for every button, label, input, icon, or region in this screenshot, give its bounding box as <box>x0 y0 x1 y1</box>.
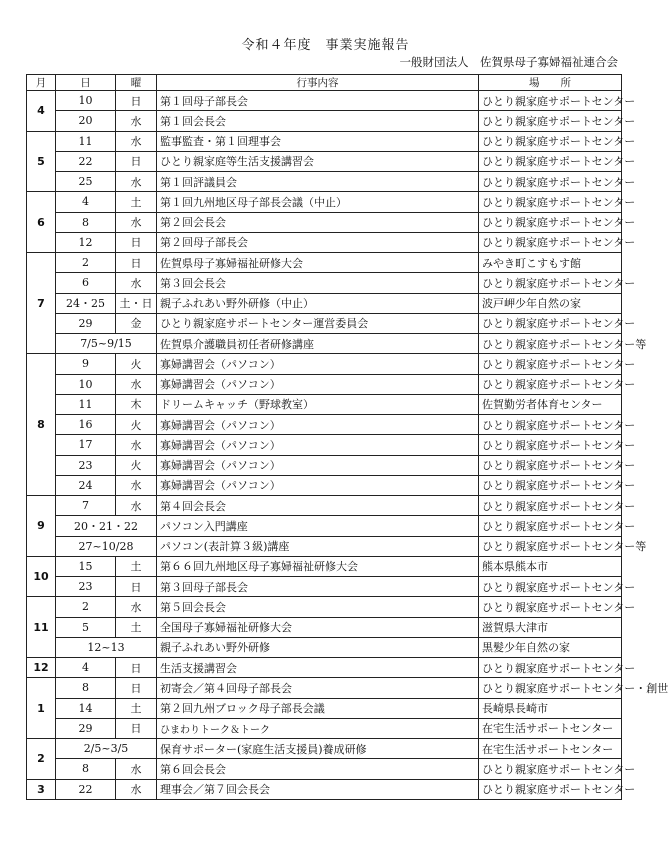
month-cell: 5 <box>27 131 56 192</box>
month-cell: 8 <box>27 354 56 496</box>
month-cell: 12 <box>27 658 56 678</box>
table-row <box>27 354 622 374</box>
weekday-cell: 水 <box>116 273 157 293</box>
day-cell: 20 <box>56 111 116 131</box>
weekday-cell: 日 <box>116 253 157 273</box>
content-cell: パソコン(表計算３級)講座 <box>157 536 479 556</box>
content-cell: 第６回会長会 <box>157 759 479 779</box>
month-cell: 10 <box>27 556 56 597</box>
report-title: 令和４年度 事業実施報告 <box>241 38 410 53</box>
header-content: 行事内容 <box>157 75 479 91</box>
content-cell: 寡婦講習会（パソコン） <box>157 435 479 455</box>
content-cell: 第４回会長会 <box>157 496 479 516</box>
table-row <box>27 455 622 475</box>
month-cell: 2 <box>27 739 56 780</box>
table-row <box>27 172 622 192</box>
content-cell: パソコン入門講座 <box>157 516 479 536</box>
table-row <box>27 556 622 576</box>
place-cell: ひとり親家庭サポートセンター・創世 <box>479 678 622 698</box>
day-cell: 23 <box>56 455 116 475</box>
table-row <box>27 111 622 131</box>
content-cell: 寡婦講習会（パソコン） <box>157 374 479 394</box>
table-row <box>27 293 622 313</box>
content-cell: 全国母子寡婦福祉研修大会 <box>157 617 479 637</box>
weekday-cell: 火 <box>116 415 157 435</box>
day-cell: 10 <box>56 91 116 111</box>
content-cell: 第３回母子部長会 <box>157 577 479 597</box>
day-cell: 7 <box>56 496 116 516</box>
day-cell: 2 <box>56 597 116 617</box>
day-cell: 24・25 <box>56 293 116 313</box>
table-row <box>27 475 622 495</box>
content-cell: 第６６回九州地区母子寡婦福祉研修大会 <box>157 556 479 576</box>
day-cell: 15 <box>56 556 116 576</box>
weekday-cell: 土・日 <box>116 293 157 313</box>
day-cell: 14 <box>56 698 116 718</box>
weekday-cell: 火 <box>116 455 157 475</box>
place-cell: 佐賀勤労者体育センター <box>479 394 622 414</box>
table-row <box>27 192 622 212</box>
place-cell: ひとり親家庭サポートセンター <box>479 232 622 252</box>
weekday-cell: 日 <box>116 232 157 252</box>
content-cell: ひとり親家庭等生活支援講習会 <box>157 151 479 171</box>
table-row <box>27 394 622 414</box>
table-row <box>27 496 622 516</box>
day-cell: 29 <box>56 313 116 333</box>
place-cell: 熊本県熊本市 <box>479 556 622 576</box>
weekday-cell: 日 <box>116 658 157 678</box>
header-month: 月 <box>27 75 56 91</box>
content-cell: 親子ふれあい野外研修（中止） <box>157 293 479 313</box>
day-cell: 8 <box>56 678 116 698</box>
content-cell: 第１回会長会 <box>157 111 479 131</box>
table-row <box>27 232 622 252</box>
header-weekday: 曜 <box>116 75 157 91</box>
day-cell: 10 <box>56 374 116 394</box>
place-cell: ひとり親家庭サポートセンター <box>479 212 622 232</box>
table-row <box>27 678 622 698</box>
day-cell: 25 <box>56 172 116 192</box>
month-cell: 1 <box>27 678 56 739</box>
day-cell: 12 <box>56 232 116 252</box>
place-cell: 黒髪少年自然の家 <box>479 637 622 657</box>
weekday-cell: 土 <box>116 192 157 212</box>
content-cell: 第２回会長会 <box>157 212 479 232</box>
place-cell: ひとり親家庭サポートセンター <box>479 779 622 799</box>
day-cell: 4 <box>56 658 116 678</box>
day-cell: 9 <box>56 354 116 374</box>
table-row <box>27 212 622 232</box>
content-cell: 初寄会／第４回母子部長会 <box>157 678 479 698</box>
weekday-cell: 火 <box>116 354 157 374</box>
content-cell: 寡婦講習会（パソコン） <box>157 455 479 475</box>
table-row <box>27 759 622 779</box>
weekday-cell: 日 <box>116 151 157 171</box>
table-row <box>27 91 622 111</box>
content-cell: 第５回会長会 <box>157 597 479 617</box>
place-cell: ひとり親家庭サポートセンター <box>479 374 622 394</box>
day-cell: 6 <box>56 273 116 293</box>
table-row <box>27 151 622 171</box>
table-row <box>27 617 622 637</box>
weekday-cell: 水 <box>116 172 157 192</box>
weekday-cell: 水 <box>116 759 157 779</box>
weekday-cell: 日 <box>116 718 157 738</box>
place-cell: ひとり親家庭サポートセンター <box>479 131 622 151</box>
day-cell: 8 <box>56 212 116 232</box>
place-cell: 在宅生活サポートセンター <box>479 718 622 738</box>
content-cell: 寡婦講習会（パソコン） <box>157 354 479 374</box>
day-cell: 24 <box>56 475 116 495</box>
table-row <box>27 718 622 738</box>
day-cell: 11 <box>56 131 116 151</box>
content-cell: 第１回母子部長会 <box>157 91 479 111</box>
place-cell: ひとり親家庭サポートセンター <box>479 354 622 374</box>
table-row <box>27 435 622 455</box>
day-cell: 2/5~3/5 <box>56 739 157 759</box>
weekday-cell: 土 <box>116 617 157 637</box>
month-cell: 6 <box>27 192 56 253</box>
header-day: 日 <box>56 75 116 91</box>
table-row <box>27 779 622 799</box>
table-row <box>27 577 622 597</box>
table-row <box>27 313 622 333</box>
day-cell: 8 <box>56 759 116 779</box>
content-cell: 親子ふれあい野外研修 <box>157 637 479 657</box>
table-body <box>27 91 668 800</box>
table-row <box>27 374 622 394</box>
content-cell: 佐賀県母子寡婦福祉研修大会 <box>157 253 479 273</box>
day-cell: 2 <box>56 253 116 273</box>
weekday-cell: 土 <box>116 556 157 576</box>
table-row <box>27 739 622 759</box>
day-cell: 20・21・22 <box>56 516 157 536</box>
month-cell: 7 <box>27 253 56 354</box>
weekday-cell: 水 <box>116 779 157 799</box>
place-cell: 在宅生活サポートセンター <box>479 739 622 759</box>
weekday-cell: 水 <box>116 374 157 394</box>
table-row <box>27 637 622 657</box>
month-cell: 11 <box>27 597 56 658</box>
content-cell: 寡婦講習会（パソコン） <box>157 475 479 495</box>
place-cell: ひとり親家庭サポートセンター <box>479 496 622 516</box>
header-place: 場 所 <box>479 75 622 91</box>
place-cell: ひとり親家庭サポートセンター <box>479 597 622 617</box>
place-cell: ひとり親家庭サポートセンター <box>479 273 622 293</box>
place-cell: ひとり親家庭サポートセンター <box>479 759 622 779</box>
place-cell: ひとり親家庭サポートセンター <box>479 475 622 495</box>
table-row <box>27 334 622 354</box>
place-cell: ひとり親家庭サポートセンター <box>479 111 622 131</box>
weekday-cell: 水 <box>116 435 157 455</box>
place-cell: 波戸岬少年自然の家 <box>479 293 622 313</box>
weekday-cell: 日 <box>116 678 157 698</box>
table-row <box>27 597 622 617</box>
content-cell: 第２回母子部長会 <box>157 232 479 252</box>
day-cell: 22 <box>56 151 116 171</box>
content-cell: ひまわりトーク＆トーク <box>157 718 479 738</box>
place-cell: ひとり親家庭サポートセンター <box>479 577 622 597</box>
content-cell: ドリームキャッチ（野球教室） <box>157 394 479 414</box>
content-cell: 保育サポーター(家庭生活支援員)養成研修 <box>157 739 479 759</box>
table-row <box>27 415 622 435</box>
table-row <box>27 253 622 273</box>
place-cell: ひとり親家庭サポートセンター <box>479 151 622 171</box>
weekday-cell: 土 <box>116 698 157 718</box>
weekday-cell: 木 <box>116 394 157 414</box>
day-cell: 12~13 <box>56 637 157 657</box>
place-cell: ひとり親家庭サポートセンター <box>479 415 622 435</box>
weekday-cell: 水 <box>116 111 157 131</box>
table-row <box>27 131 622 151</box>
content-cell: ひとり親家庭サポートセンター運営委員会 <box>157 313 479 333</box>
day-cell: 17 <box>56 435 116 455</box>
weekday-cell: 日 <box>116 91 157 111</box>
day-cell: 27~10/28 <box>56 536 157 556</box>
place-cell: ひとり親家庭サポートセンター <box>479 313 622 333</box>
place-cell: ひとり親家庭サポートセンター <box>479 192 622 212</box>
place-cell: ひとり親家庭サポートセンター <box>479 455 622 475</box>
place-cell: みやき町こすもす館 <box>479 253 622 273</box>
table-row <box>27 536 622 556</box>
table-row <box>27 658 622 678</box>
content-cell: 第１回評議員会 <box>157 172 479 192</box>
content-cell: 第２回九州ブロック母子部長会議 <box>157 698 479 718</box>
organization-name: 一般財団法人 佐賀県母子寡婦福祉連合会 <box>399 55 618 69</box>
day-cell: 23 <box>56 577 116 597</box>
table-header <box>27 75 622 91</box>
day-cell: 29 <box>56 718 116 738</box>
weekday-cell: 日 <box>116 577 157 597</box>
content-cell: 生活支援講習会 <box>157 658 479 678</box>
place-cell: ひとり親家庭サポートセンター <box>479 658 622 678</box>
content-cell: 第１回九州地区母子部長会議（中止） <box>157 192 479 212</box>
place-cell: ひとり親家庭サポートセンター <box>479 516 622 536</box>
place-cell: 滋賀県大津市 <box>479 617 622 637</box>
place-cell: ひとり親家庭サポートセンター <box>479 172 622 192</box>
weekday-cell: 金 <box>116 313 157 333</box>
day-cell: 16 <box>56 415 116 435</box>
month-cell: 4 <box>27 91 56 132</box>
place-cell: ひとり親家庭サポートセンター等 <box>479 334 622 354</box>
day-cell: 4 <box>56 192 116 212</box>
weekday-cell: 水 <box>116 496 157 516</box>
weekday-cell: 水 <box>116 131 157 151</box>
day-cell: 11 <box>56 394 116 414</box>
content-cell: 監事監査・第１回理事会 <box>157 131 479 151</box>
weekday-cell: 水 <box>116 597 157 617</box>
weekday-cell: 水 <box>116 212 157 232</box>
content-cell: 佐賀県介護職員初任者研修講座 <box>157 334 479 354</box>
place-cell: ひとり親家庭サポートセンター <box>479 435 622 455</box>
weekday-cell: 水 <box>116 475 157 495</box>
place-cell: ひとり親家庭サポートセンター等 <box>479 536 622 556</box>
day-cell: 22 <box>56 779 116 799</box>
month-cell: 3 <box>27 779 56 799</box>
day-cell: 5 <box>56 617 116 637</box>
content-cell: 理事会／第７回会長会 <box>157 779 479 799</box>
schedule-table <box>26 74 668 800</box>
day-cell: 7/5~9/15 <box>56 334 157 354</box>
place-cell: 長崎県長崎市 <box>479 698 622 718</box>
table-row <box>27 698 622 718</box>
content-cell: 寡婦講習会（パソコン） <box>157 415 479 435</box>
table-row <box>27 516 622 536</box>
month-cell: 9 <box>27 496 56 557</box>
place-cell: ひとり親家庭サポートセンター <box>479 91 622 111</box>
content-cell: 第３回会長会 <box>157 273 479 293</box>
table-row <box>27 273 622 293</box>
